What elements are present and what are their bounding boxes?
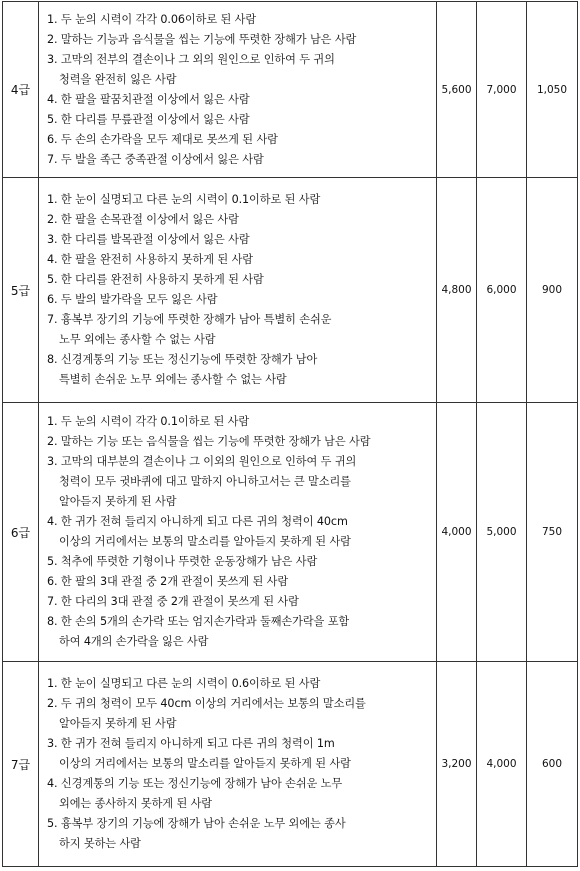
criteria-item-continuation: 하지 못하는 사람 <box>59 837 141 850</box>
amount-cell-v1: 4,800 <box>437 178 477 403</box>
grade-cell: 4급 <box>3 2 39 178</box>
criteria-item: 6. 두 손의 손가락을 모두 제대로 못쓰게 된 사람 <box>47 132 278 146</box>
amount-cell-v2: 5,000 <box>477 403 527 662</box>
criteria-item: 3. 한 귀가 전혀 들리지 아니하게 되고 다른 귀의 청력이 1m <box>47 737 335 750</box>
amount-cell-v2: 7,000 <box>477 2 527 178</box>
amount-cell-v2: 4,000 <box>477 662 527 867</box>
criteria-item: 1. 한 눈이 실명되고 다른 눈의 시력이 0.6이하로 된 사람 <box>47 677 321 690</box>
criteria-item: 1. 두 눈의 시력이 각각 0.06이하로 된 사람 <box>47 12 257 26</box>
criteria-item: 3. 고막의 전부의 결손이나 그 외의 원인으로 인하여 두 귀의 <box>47 52 335 66</box>
criteria-item: 2. 말하는 기능과 음식물을 씹는 기능에 뚜렷한 장해가 남은 사람 <box>47 32 357 46</box>
criteria-item: 7. 한 다리의 3대 관절 중 2개 관절이 못쓰게 된 사람 <box>47 595 299 608</box>
criteria-item-continuation: 청력이 모두 귓바퀴에 대고 말하지 아니하고서는 큰 말소리를 <box>59 475 351 488</box>
criteria-item-continuation: 청력을 완전히 잃은 사람 <box>59 72 177 86</box>
table-row <box>3 178 578 403</box>
amount-cell-v1: 4,000 <box>437 403 477 662</box>
grade-cell: 7급 <box>3 662 39 867</box>
criteria-item: 2. 말하는 기능 또는 음식물을 씹는 기능에 뚜렷한 장해가 남은 사람 <box>47 435 371 448</box>
criteria-item: 7. 흉복부 장기의 기능에 뚜렷한 장해가 남아 특별히 손쉬운 <box>47 313 332 326</box>
grade-cell: 6급 <box>3 403 39 662</box>
criteria-item-continuation: 알아듣지 못하게 된 사람 <box>59 717 177 730</box>
criteria-item: 5. 한 다리를 완전히 사용하지 못하게 된 사람 <box>47 273 264 286</box>
criteria-item: 3. 고막의 대부분의 결손이나 그 이외의 원인으로 인하여 두 귀의 <box>47 455 357 468</box>
table-body <box>3 2 578 867</box>
criteria-item-continuation: 알아듣지 못하게 된 사람 <box>59 495 177 508</box>
criteria-item-continuation: 하여 4개의 손가락을 잃은 사람 <box>59 635 209 648</box>
criteria-item: 4. 한 팔을 팔꿈치관절 이상에서 잃은 사람 <box>47 92 250 106</box>
criteria-item-continuation: 노무 외에는 종사할 수 없는 사람 <box>59 333 216 346</box>
criteria-item: 7. 두 발을 족근 중족관절 이상에서 잃은 사람 <box>47 152 264 166</box>
criteria-item: 3. 한 다리를 발목관절 이상에서 잃은 사람 <box>47 233 250 246</box>
amount-cell-v1: 5,600 <box>437 2 477 178</box>
criteria-item-continuation: 특별히 손쉬운 노무 외에는 종사할 수 없는 사람 <box>59 373 287 386</box>
amount-cell-v3: 750 <box>527 403 578 662</box>
criteria-item: 2. 한 팔을 손목관절 이상에서 잃은 사람 <box>47 213 239 226</box>
table-row <box>3 403 578 662</box>
criteria-item-continuation: 이상의 거리에서는 보통의 말소리를 알아듣지 못하게 된 사람 <box>59 757 351 770</box>
criteria-item: 1. 한 눈이 실명되고 다른 눈의 시력이 0.1이하로 된 사람 <box>47 193 321 206</box>
table-row <box>3 662 578 867</box>
grade-cell: 5급 <box>3 178 39 403</box>
amount-cell-v1: 3,200 <box>437 662 477 867</box>
criteria-item: 5. 척추에 뚜렷한 기형이나 뚜렷한 운동장해가 남은 사람 <box>47 555 318 568</box>
amount-cell-v3: 1,050 <box>527 2 578 178</box>
criteria-item: 8. 신경계통의 기능 또는 정신기능에 뚜렷한 장해가 남아 <box>47 353 318 366</box>
criteria-cell <box>39 2 437 178</box>
criteria-item: 4. 한 팔을 완전히 사용하지 못하게 된 사람 <box>47 253 253 266</box>
criteria-item: 5. 한 다리를 무릎관절 이상에서 잃은 사람 <box>47 112 250 126</box>
amount-cell-v2: 6,000 <box>477 178 527 403</box>
amount-cell-v3: 600 <box>527 662 578 867</box>
amount-cell-v3: 900 <box>527 178 578 403</box>
disability-grade-table <box>2 1 578 867</box>
criteria-cell <box>39 662 437 867</box>
criteria-item: 6. 한 팔의 3대 관절 중 2개 관절이 못쓰게 된 사람 <box>47 575 289 588</box>
criteria-cell <box>39 178 437 403</box>
criteria-cell <box>39 403 437 662</box>
criteria-item: 4. 한 귀가 전혀 들리지 아니하게 되고 다른 귀의 청력이 40cm <box>47 515 348 528</box>
criteria-item: 5. 흉복부 장기의 기능에 장해가 남아 손쉬운 노무 외에는 종사 <box>47 817 346 830</box>
criteria-item-continuation: 외에는 종사하지 못하게 된 사람 <box>59 797 213 810</box>
criteria-item: 6. 두 발의 발가락을 모두 잃은 사람 <box>47 293 218 306</box>
criteria-item: 1. 두 눈의 시력이 각각 0.1이하로 된 사람 <box>47 415 250 428</box>
criteria-item-continuation: 이상의 거리에서는 보통의 말소리를 알아듣지 못하게 된 사람 <box>59 535 351 548</box>
criteria-item: 8. 한 손의 5개의 손가락 또는 엄지손가락과 둘째손가락을 포함 <box>47 615 350 628</box>
table-row <box>3 2 578 178</box>
criteria-item: 2. 두 귀의 청력이 모두 40cm 이상의 거리에서는 보통의 말소리를 <box>47 697 366 710</box>
criteria-item: 4. 신경계통의 기능 또는 정신기능에 장해가 남아 손쉬운 노무 <box>47 777 343 790</box>
